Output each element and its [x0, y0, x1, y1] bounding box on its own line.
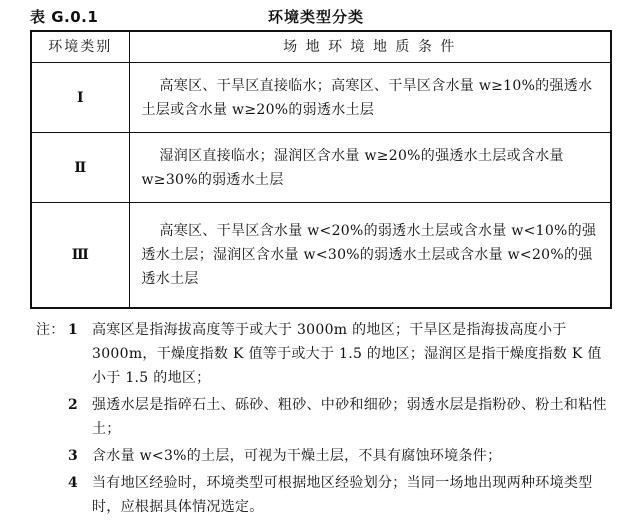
note-text: 强透水层是指碎石土、砾砂、粗砂、中砂和细砂；弱透水层是指粉砂、粉土和粘性土； — [92, 397, 607, 437]
header-site-condition: 场 地 环 境 地 质 条 件 — [129, 31, 611, 63]
site-condition-text: 湿润区直接临水；湿润区含水量 w≥20%的强透水土层或含水量 w≥30%的弱透水土层 — [141, 147, 564, 188]
site-condition-text: 高寒区、干旱区直接临水；高寒区、干旱区含水量 w≥10%的强透水土层或含水量 w≥20%的弱透水土层 — [141, 77, 593, 118]
table-header-row — [31, 31, 611, 63]
table-row — [31, 63, 611, 133]
table-notes — [36, 318, 614, 522]
note-text: 当有地区经验时，环境类型可根据地区经验划分；当同一场地出现两种环境类型时，应根据具体情况选定。 — [92, 475, 593, 515]
site-condition-cell — [129, 133, 611, 203]
environment-type-cell: Ⅱ — [31, 133, 129, 203]
notes-prefix: 注： — [36, 322, 65, 338]
environment-type-table — [30, 30, 612, 309]
table-number: 表 G.0.1 — [30, 8, 99, 26]
note-text: 高寒区是指海拔高度等于或大于 3000m 的地区；干旱区是指海拔高度小于 3000m，干燥度指数 K 值等于或大于 1.5 的地区；湿润区是指干燥度指数 K 值小于 1.5 的地区； — [92, 322, 602, 386]
note-item — [36, 393, 614, 441]
note-item — [36, 318, 614, 390]
table-row — [31, 133, 611, 203]
note-item — [36, 444, 614, 468]
note-number: 2 — [68, 397, 79, 413]
site-condition-cell — [129, 203, 611, 308]
site-condition-cell — [129, 63, 611, 133]
site-condition-text: 高寒区、干旱区含水量 w<20%的弱透水土层或含水量 w<10%的强透水土层；湿润区含水量 w<30%的弱透水土层或含水量 w<20%的强透水土层 — [141, 222, 597, 287]
note-text: 含水量 w<3%的土层，可视为干燥土层，不具有腐蚀环境条件； — [92, 448, 502, 464]
note-item — [36, 471, 614, 519]
table-row — [31, 203, 611, 308]
header-environment-type: 环境类别 — [31, 31, 129, 63]
table-title: 环境类型分类 — [268, 8, 365, 26]
note-number: 1 — [68, 322, 79, 338]
note-number: 3 — [68, 448, 79, 464]
note-number: 4 — [68, 475, 79, 491]
environment-type-cell: Ⅲ — [31, 203, 129, 308]
environment-type-cell: Ⅰ — [31, 63, 129, 133]
table-caption — [30, 2, 610, 28]
